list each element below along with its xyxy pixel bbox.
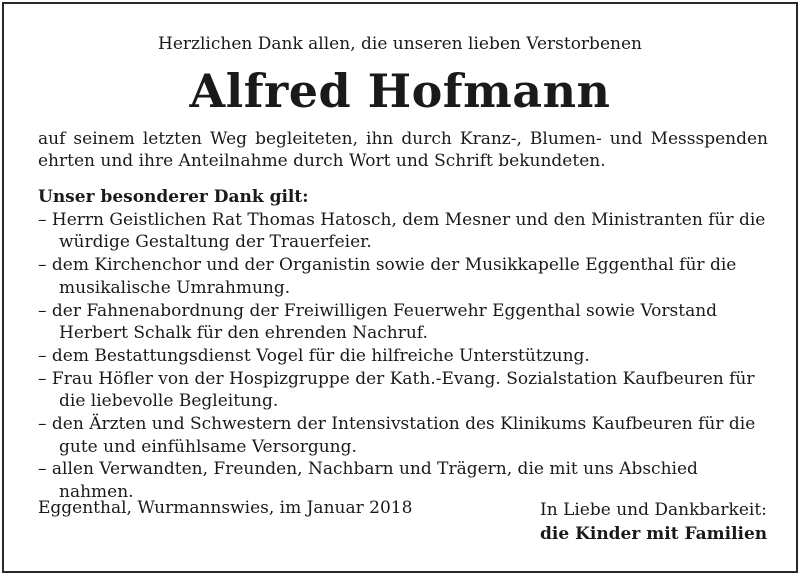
intro-line: Herzlichen Dank allen, die unseren lieben Verstorbenen (158, 34, 642, 54)
place-date: Eggenthal, Wurmannswies, im Januar 2018 (38, 498, 413, 518)
thanks-item-clergy: – Herrn Geistlichen Rat Thomas Hatosch, dem Mesner und den Ministranten für die würdige Gestaltung der Trauerfeier. (38, 209, 766, 253)
thanks-item-doctors: – den Ärzten und Schwestern der Intensivstation des Klinikums Kaufbeuren für die gute und einfühlsame Versorgung. (38, 414, 756, 457)
thanks-paragraph: auf seinem letzten Weg begleiteten, ihn durch Kranz-, Blumen- und Messspenden ehrten und ihre Anteilnahme durch Wort und Schrift bekundeten. (38, 129, 768, 171)
special-thanks-heading: Unser besonderer Dank gilt: (38, 187, 309, 207)
thanks-item-fire-brigade: – der Fahnenabordnung der Freiwilligen Feuerwehr Eggenthal sowie Vorstand Herbert Schalk für den ehrenden Nachruf. (38, 300, 718, 344)
closing-block (540, 498, 767, 546)
closing-line: In Liebe und Dankbarkeit: (540, 500, 767, 520)
thanks-item-relatives: – allen Verwandten, Freunden, Nachbarn und Trägern, die mit uns Abschied nahmen. (38, 459, 698, 503)
deceased-name: Alfred Hofmann (189, 64, 611, 118)
thanks-item-funeral-service: – dem Bestattungsdienst Vogel für die hilfreiche Unterstützung. (38, 345, 590, 366)
special-thanks (38, 186, 768, 504)
thanks-item-choir: – dem Kirchenchor und der Organistin sowie der Musikkapelle Eggenthal für die musikalische Umrahmung. (38, 255, 737, 298)
signature: die Kinder mit Familien (540, 524, 768, 544)
thanks-item-hospice: – Frau Höfler von der Hospizgruppe der Kath.-Evang. Sozialstation Kaufbeuren für die liebevolle Begleitung. (38, 368, 755, 412)
